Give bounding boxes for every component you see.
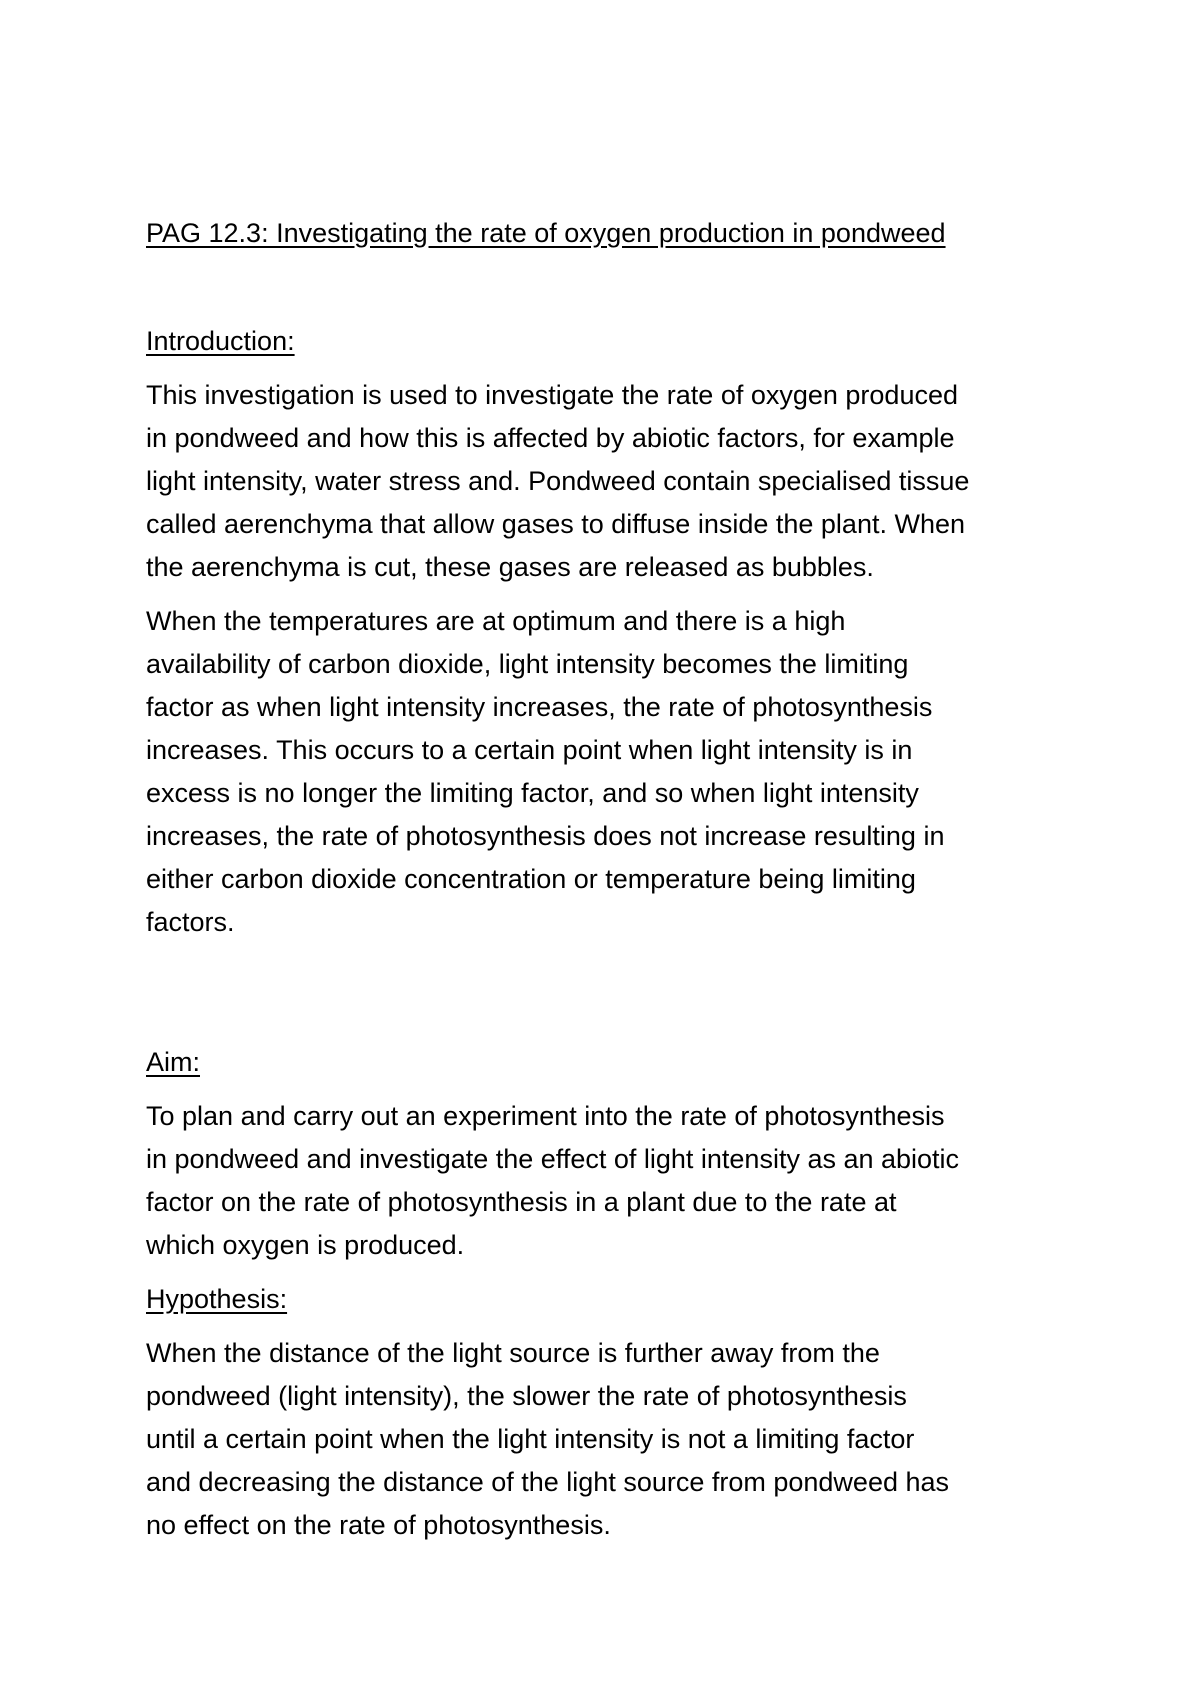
text-line: When the temperatures are at optimum and there is a high [146, 606, 846, 636]
text-line: When the distance of the light source is further away from the [146, 1338, 880, 1368]
text-line: which oxygen is produced. [146, 1230, 465, 1260]
text-line: until a certain point when the light intensity is not a limiting factor [146, 1424, 915, 1454]
text-line: in pondweed and how this is affected by abiotic factors, for example [146, 423, 955, 453]
introduction-paragraph-1 [146, 374, 1086, 589]
text-line: factors. [146, 907, 235, 937]
text-line: either carbon dioxide concentration or temperature being limiting [146, 864, 916, 894]
text-line: light intensity, water stress and. Pondweed contain specialised tissue [146, 466, 970, 496]
spacer [146, 255, 1086, 320]
document-title: PAG 12.3: Investigating the rate of oxygen production in pondweed [146, 218, 946, 248]
hypothesis-heading: Hypothesis: [146, 1284, 288, 1314]
introduction-heading: Introduction: [146, 326, 295, 356]
text-line: the aerenchyma is cut, these gases are released as bubbles. [146, 552, 874, 582]
text-line: To plan and carry out an experiment into the rate of photosynthesis [146, 1101, 945, 1131]
spacer [146, 363, 1086, 374]
text-line: excess is no longer the limiting factor, and so when light intensity [146, 778, 919, 808]
spacer [146, 1267, 1086, 1278]
text-line: increases. This occurs to a certain point when light intensity is in [146, 735, 913, 765]
text-line: and decreasing the distance of the light source from pondweed has [146, 1467, 950, 1497]
aim-heading: Aim: [146, 1047, 200, 1077]
introduction-paragraph-2 [146, 600, 1086, 944]
text-line: no effect on the rate of photosynthesis. [146, 1510, 611, 1540]
text-line: availability of carbon dioxide, light intensity becomes the limiting [146, 649, 909, 679]
spacer [146, 589, 1086, 600]
aim-paragraph [146, 1095, 1086, 1267]
text-line: This investigation is used to investigate the rate of oxygen produced [146, 380, 958, 410]
text-line: in pondweed and investigate the effect of light intensity as an abiotic [146, 1144, 960, 1174]
text-line: factor as when light intensity increases, the rate of photosynthesis [146, 692, 933, 722]
text-line: increases, the rate of photosynthesis does not increase resulting in [146, 821, 945, 851]
text-line: factor on the rate of photosynthesis in a plant due to the rate at [146, 1187, 897, 1217]
spacer [146, 1321, 1086, 1332]
hypothesis-paragraph [146, 1332, 1086, 1547]
document-body [146, 212, 1086, 1547]
text-line: called aerenchyma that allow gases to diffuse inside the plant. When [146, 509, 965, 539]
text-line: pondweed (light intensity), the slower the rate of photosynthesis [146, 1381, 907, 1411]
spacer [146, 1084, 1086, 1095]
spacer [146, 944, 1086, 1041]
